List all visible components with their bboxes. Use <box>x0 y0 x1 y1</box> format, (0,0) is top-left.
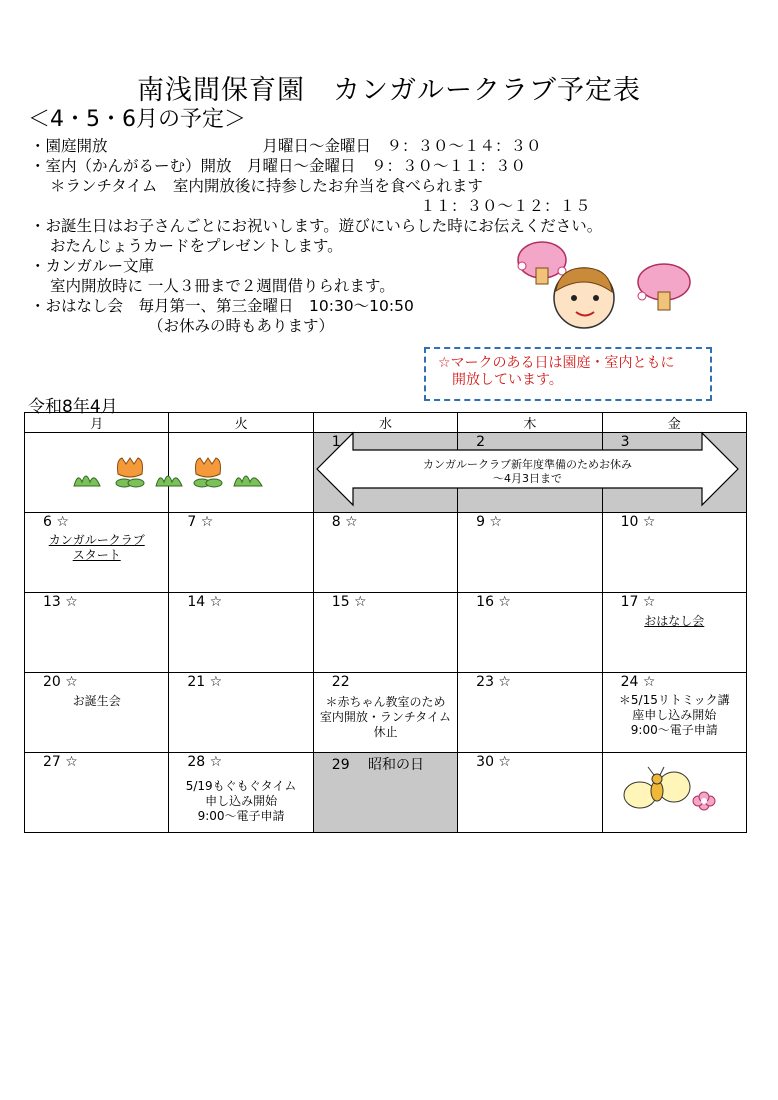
calendar-week-row <box>25 673 747 753</box>
day-cell <box>313 513 457 593</box>
calendar-week-row <box>25 513 747 593</box>
day-cell <box>25 593 169 673</box>
info-line-room: ・室内（かんがるーむ）開放 月曜日～金曜日 ９：３０～１１：３０ <box>30 157 527 175</box>
calendar-month-label: 令和8年4月 <box>28 397 118 417</box>
day-cell <box>169 513 313 593</box>
event-text: 休止 <box>373 725 398 739</box>
info-line-lunch: ＊ランチタイム 室内開放後に持参したお弁当を食べられます <box>50 177 483 195</box>
info-line-garden: ・園庭開放 月曜日～金曜日 ９：３０～１４：３０ <box>30 137 542 155</box>
event-text: 9:00～電子申請 <box>630 723 718 737</box>
day-cell <box>602 513 746 593</box>
day-number: 6 ☆ <box>43 514 69 530</box>
day-number: 15 ☆ <box>331 594 367 610</box>
day-number: 21 ☆ <box>187 674 223 690</box>
day-cell <box>25 513 169 593</box>
day-cell <box>602 673 746 753</box>
weekday-thu: 木 <box>458 413 602 433</box>
day-number: 14 ☆ <box>187 594 223 610</box>
day-number: 1 <box>331 434 341 450</box>
weekday-fri: 金 <box>602 413 746 433</box>
day-cell <box>602 593 746 673</box>
closure-banner-subtext: ～4月3日まで <box>493 472 562 485</box>
day-cell <box>313 593 457 673</box>
event-text: 申し込み開始 <box>205 794 278 808</box>
event-text: 座申し込み開始 <box>632 708 717 722</box>
day-number: 30 ☆ <box>476 754 511 770</box>
day-number: 2 <box>476 434 486 450</box>
day-number: 13 ☆ <box>43 594 78 610</box>
flower-icon <box>693 792 715 810</box>
info-line-birthday-card: おたんじょうカードをプレゼントします。 <box>50 237 343 255</box>
weekday-mon: 月 <box>25 413 169 433</box>
day-number: 16 ☆ <box>476 594 511 610</box>
butterfly-icon <box>622 765 722 820</box>
event-text: おはなし会 <box>644 614 705 628</box>
day-number: 29 昭和の日 <box>331 757 425 773</box>
day-cell <box>169 593 313 673</box>
info-line-lunch-time: １１：３０～１２：１５ <box>420 197 591 215</box>
day-number: 17 ☆ <box>620 594 656 610</box>
info-line-library: ・カンガルー文庫 <box>30 257 155 275</box>
day-number: 23 ☆ <box>476 674 511 690</box>
grass-icon <box>74 476 100 486</box>
info-line-storytime-note: （お休みの時もあります） <box>148 317 335 335</box>
tulip-icon <box>72 454 272 490</box>
day-cell <box>25 673 169 753</box>
day-cell <box>169 673 313 753</box>
day-number: 22 <box>331 674 350 690</box>
day-cell <box>458 513 602 593</box>
tulip-icon <box>116 458 144 487</box>
event-text: カンガルークラブ <box>48 533 145 547</box>
event-text: 室内開放・ランチタイム <box>319 710 452 724</box>
day-cell <box>25 753 169 833</box>
day-number: 28 ☆ <box>187 754 223 770</box>
event-text: お誕生会 <box>72 694 121 708</box>
event-text: スタート <box>72 548 121 562</box>
weekday-wed: 水 <box>313 413 457 433</box>
cherry-tree-icon <box>638 264 690 310</box>
cherry-tree-icon <box>518 242 566 284</box>
event-text: ＊5/15リトミック講 <box>618 693 730 707</box>
day-cell <box>458 753 602 833</box>
page-subtitle: ＜4・5・6月の予定＞ <box>28 107 246 132</box>
child-face-icon <box>512 236 697 331</box>
tulip-icon <box>194 458 222 487</box>
day-cell <box>458 673 602 753</box>
notice-line-2: 開放しています。 <box>452 372 563 388</box>
day-number: 20 ☆ <box>43 674 78 690</box>
notice-line-1: ☆マークのある日は園庭・室内ともに <box>438 355 675 371</box>
info-line-birthday: ・お誕生日はお子さんごとにお祝いします。遊びにいらした時にお伝えください。 <box>30 217 603 235</box>
day-number: 8 ☆ <box>331 514 358 530</box>
weekday-tue: 火 <box>169 413 313 433</box>
day-number: 27 ☆ <box>43 754 78 770</box>
day-cell <box>313 673 457 753</box>
closure-banner-text: カンガルークラブ新年度準備のためお休み <box>423 458 632 471</box>
day-cell <box>458 593 602 673</box>
grass-icon <box>156 476 182 486</box>
day-number: 10 ☆ <box>620 514 656 530</box>
day-cell-holiday <box>313 753 457 833</box>
day-number: 24 ☆ <box>620 674 656 690</box>
event-text: 9:00～電子申請 <box>197 809 285 823</box>
grass-icon <box>234 476 262 486</box>
day-cell <box>169 753 313 833</box>
day-number: 9 ☆ <box>476 514 503 530</box>
calendar-week-row <box>25 593 747 673</box>
info-line-storytime: ・おはなし会 毎月第一、第三金曜日 10:30～10:50 <box>30 297 414 315</box>
event-text: 5/19もぐもぐタイム <box>185 779 297 793</box>
day-number: 3 <box>620 434 630 450</box>
info-line-library-detail: 室内開放時に 一人３冊まで２週間借りられます。 <box>50 277 395 295</box>
open-day-notice <box>424 347 712 401</box>
page-title: 南浅間保育園 カンガルークラブ予定表 <box>137 75 641 106</box>
day-number: 7 ☆ <box>187 514 214 530</box>
event-text: ＊赤ちゃん教室のため <box>325 695 446 709</box>
